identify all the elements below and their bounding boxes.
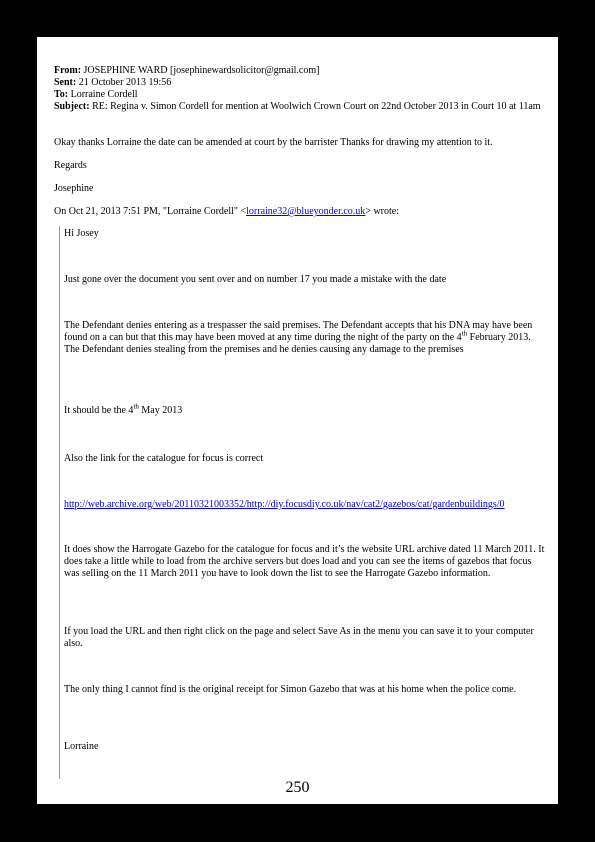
email-header [54, 65, 544, 113]
email-regards: Regards [54, 160, 87, 171]
quote-bar [59, 226, 60, 779]
subject-value: RE: Regina v. Simon Cordell for mention at Woolwich Crown Court on 22nd October 2013 in Court 10 at 11am [92, 101, 541, 112]
quoted-paragraph-6: If you load the URL and then right click on the page and select Save As in the menu you can save it to your computer also. [64, 626, 534, 649]
document-page [37, 37, 558, 804]
quoted-paragraph-4: Also the link for the catalogue for focus is correct [64, 453, 264, 464]
to-label: To: [54, 89, 69, 100]
from-value: JOSEPHINE WARD [josephinewardsolicitor@gmail.com] [83, 65, 320, 76]
quoted-greeting: Hi Josey [64, 228, 99, 239]
quote-intro [54, 206, 544, 218]
to-line [54, 89, 544, 101]
quoted-paragraph-2-sup: th [461, 329, 468, 338]
quoted-paragraph-3-text-a: It should be the 4 [64, 405, 134, 416]
quoted-paragraph-3-text-b: May 2013 [138, 405, 183, 416]
quoted-url-line [64, 499, 546, 511]
quote-intro-email-link[interactable]: lorraine32@blueyonder.co.uk [246, 206, 366, 217]
email-body: Okay thanks Lorraine the date can be amended at court by the barrister Thanks for drawing my attention to it. [54, 137, 493, 148]
sent-line [54, 77, 544, 89]
quote-intro-text: On Oct 21, 2013 7:51 PM, "Lorraine Cordell" < [54, 206, 247, 217]
email-signature: Josephine [54, 183, 94, 194]
archive-url-link[interactable]: http://web.archive.org/web/20110321003352/http://diy.focusdiy.co.uk/nav/cat2/gazebos/cat/gardenbuildings/0 [64, 499, 505, 510]
quoted-paragraph-2-text-a: The Defendant denies entering as a trespasser the said premises. The Defendant accepts that his DNA may have been found on a can but that this may have been moved at any time during the night of the party on the 4 [64, 320, 533, 343]
page-number: 250 [285, 779, 310, 796]
quoted-paragraph-2 [64, 320, 546, 356]
quoted-paragraph-5: It does show the Harrogate Gazebo for the catalogue for focus and it’s the website URL archive dated 11 March 2011. It does take a little while to load from the archive servers but does load and you can see the items of gazebos that focus was selling on the 11 March 2011 you have to look down the list to see the Harrogate Gazebo information. [64, 544, 545, 579]
sent-label: Sent: [54, 77, 77, 88]
subject-label: Subject: [54, 101, 90, 112]
sent-value: 21 October 2013 19:56 [78, 77, 172, 88]
from-line [54, 65, 544, 77]
subject-line [54, 101, 544, 113]
to-value: Lorraine Cordell [70, 89, 138, 100]
quote-intro-suffix: > wrote: [365, 206, 399, 217]
quoted-closing: Lorraine [64, 741, 99, 752]
quoted-paragraph-1: Just gone over the document you sent over and on number 17 you made a mistake with the date [64, 274, 447, 285]
quoted-paragraph-3 [64, 402, 546, 417]
quoted-paragraph-3-sup: th [133, 402, 139, 411]
from-label: From: [54, 65, 82, 76]
quoted-paragraph-2-text-b: February 2013. The Defendant denies stealing from the premises and he denies causing any damage to the premises [64, 332, 531, 355]
quoted-paragraph-7: The only thing I cannot find is the original receipt for Simon Gazebo that was at his home when the police come. [64, 684, 517, 695]
